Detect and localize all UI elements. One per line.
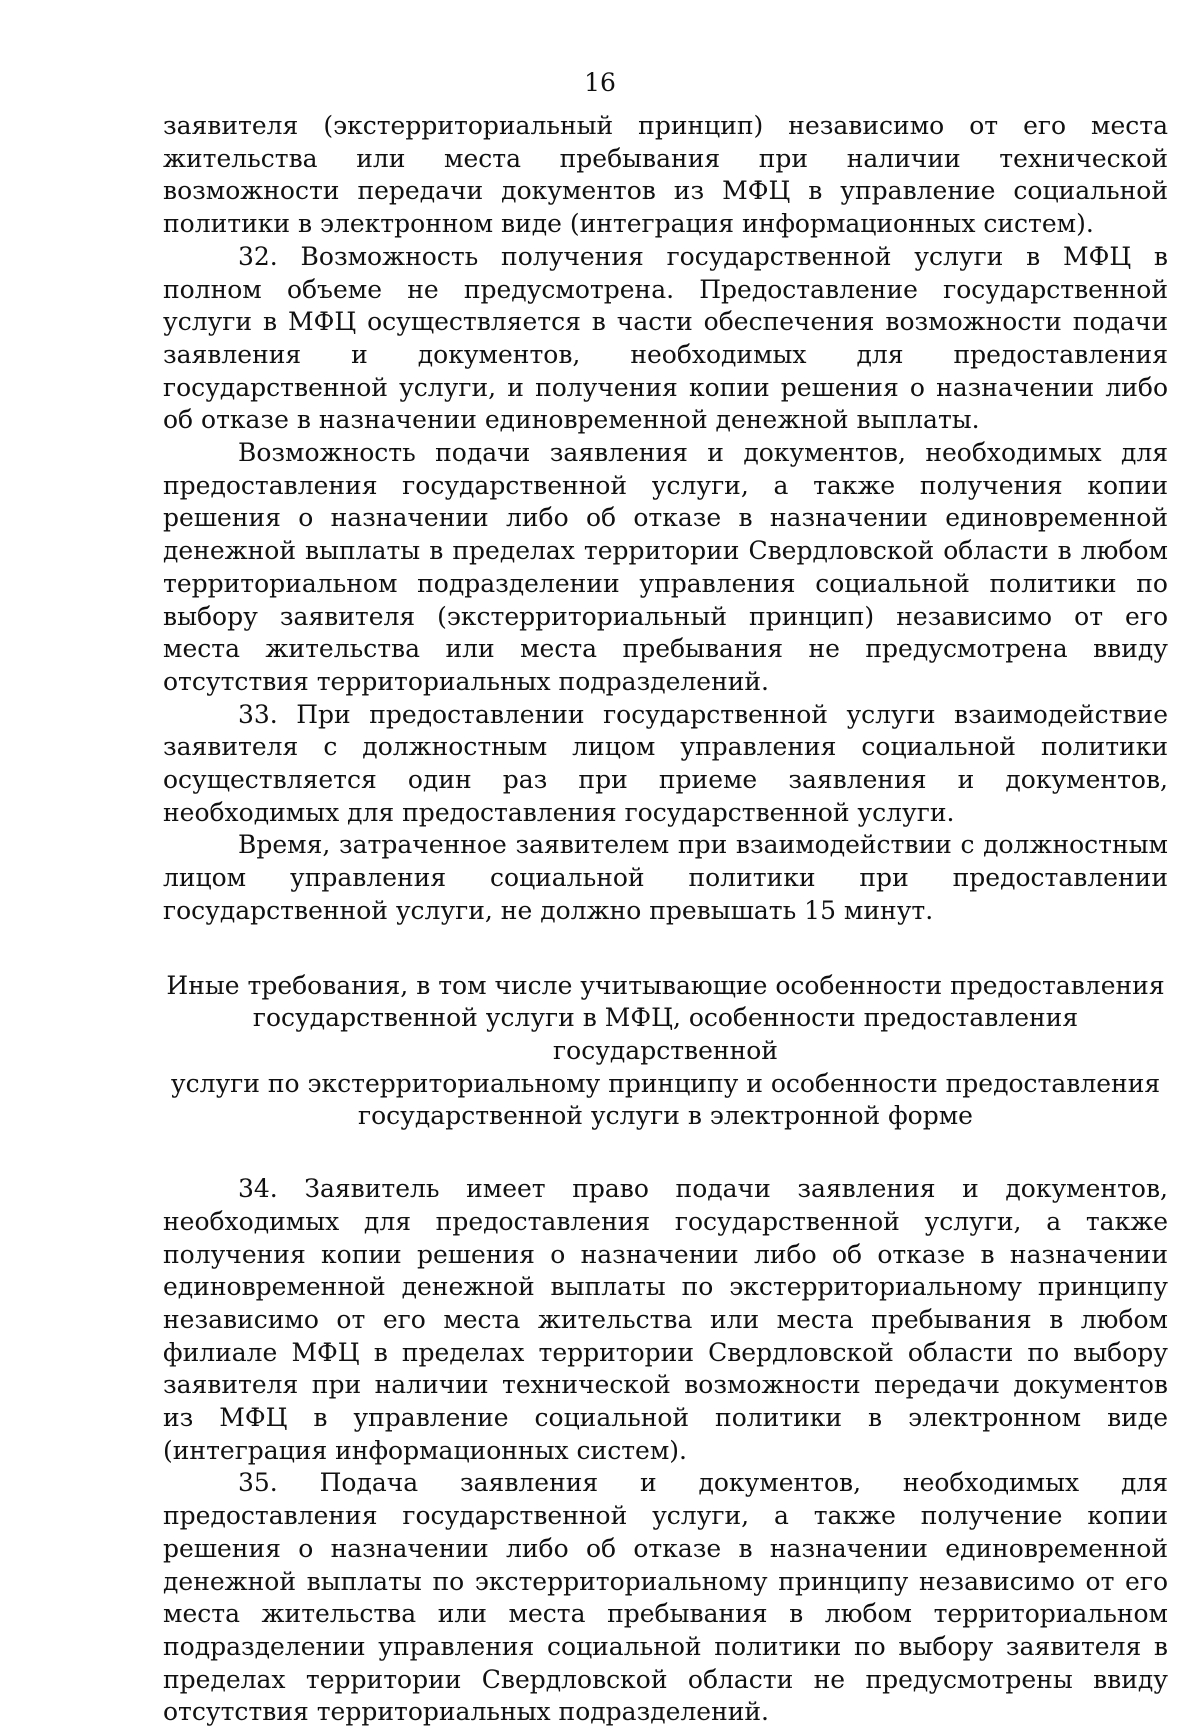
paragraph-33: 33. При предоставлении государственной услуги взаимодействие заявителя с должностным лицом управления социальной политики осуществляется один раз при приеме заявления и документов, необходимых для предоставления государственной услуги. bbox=[163, 699, 1168, 827]
section-heading bbox=[163, 970, 1168, 1134]
paragraph-33-time-limit: Время, затраченное заявителем при взаимодействии с должностным лицом управления социальной политики при предоставлении государственной услуги, не должно превышать 15 минут. bbox=[163, 830, 1168, 925]
section-heading-line: государственной услуги в электронной форме bbox=[358, 1101, 973, 1131]
section-heading-line: Иные требования, в том числе учитывающие особенности предоставления bbox=[166, 970, 1165, 1000]
paragraph-32-extraterritorial: Возможность подачи заявления и документов, необходимых для предоставления государственной услуги, а также получения копии решения о назначении либо об отказе в назначении единовременной денежной выплаты в пределах территории Свердловской области в любом территориальном подразделении управления социальной политики по выбору заявителя (экстерриториальный принцип) независимо от его места жительства или места пребывания не предусмотрена ввиду отсутствия территориальных подразделений. bbox=[163, 438, 1168, 696]
paragraph-32: 32. Возможность получения государственной услуги в МФЦ в полном объеме не предусмотрена. Предоставление государственной услуги в МФЦ осуществляется в части обеспечения возможности подачи заявления и документов, необходимых для предоставления государственной услуги, и получения копии решения о назначении либо об отказе в назначении единовременной денежной выплаты. bbox=[163, 241, 1168, 435]
document-body bbox=[163, 110, 1168, 1729]
paragraph-35: 35. Подача заявления и документов, необходимых для предоставления государственной услуги, а также получение копии решения о назначении либо об отказе в назначении единовременной денежной выплаты по экстерриториальному принципу независимо от его места жительства или места пребывания в любом территориальном подразделении управления социальной политики по выбору заявителя в пределах территории Свердловской области не предусмотрены ввиду отсутствия территориальных подразделений. bbox=[163, 1468, 1168, 1727]
paragraph-continuation: заявителя (экстерриториальный принцип) независимо от его места жительства или места пребывания при наличии технической возможности передачи документов из МФЦ в управление социальной политики в электронном виде (интеграция информационных систем). bbox=[163, 111, 1168, 239]
section-heading-line: государственной услуги в МФЦ, особенности предоставления государственной bbox=[252, 1003, 1079, 1065]
paragraph-34: 34. Заявитель имеет право подачи заявления и документов, необходимых для предоставления государственной услуги, а также получения копии решения о назначении либо об отказе в назначении единовременной денежной выплаты по экстерриториальному принципу независимо от его места жительства или места пребывания в любом филиале МФЦ в пределах территории Свердловской области по выбору заявителя при наличии технической возможности передачи документов из МФЦ в управление социальной политики в электронном виде (интеграция информационных систем). bbox=[163, 1174, 1168, 1465]
section-heading-line: услуги по экстерриториальному принципу и особенности предоставления bbox=[170, 1068, 1161, 1098]
page-number: 16 bbox=[584, 68, 616, 97]
